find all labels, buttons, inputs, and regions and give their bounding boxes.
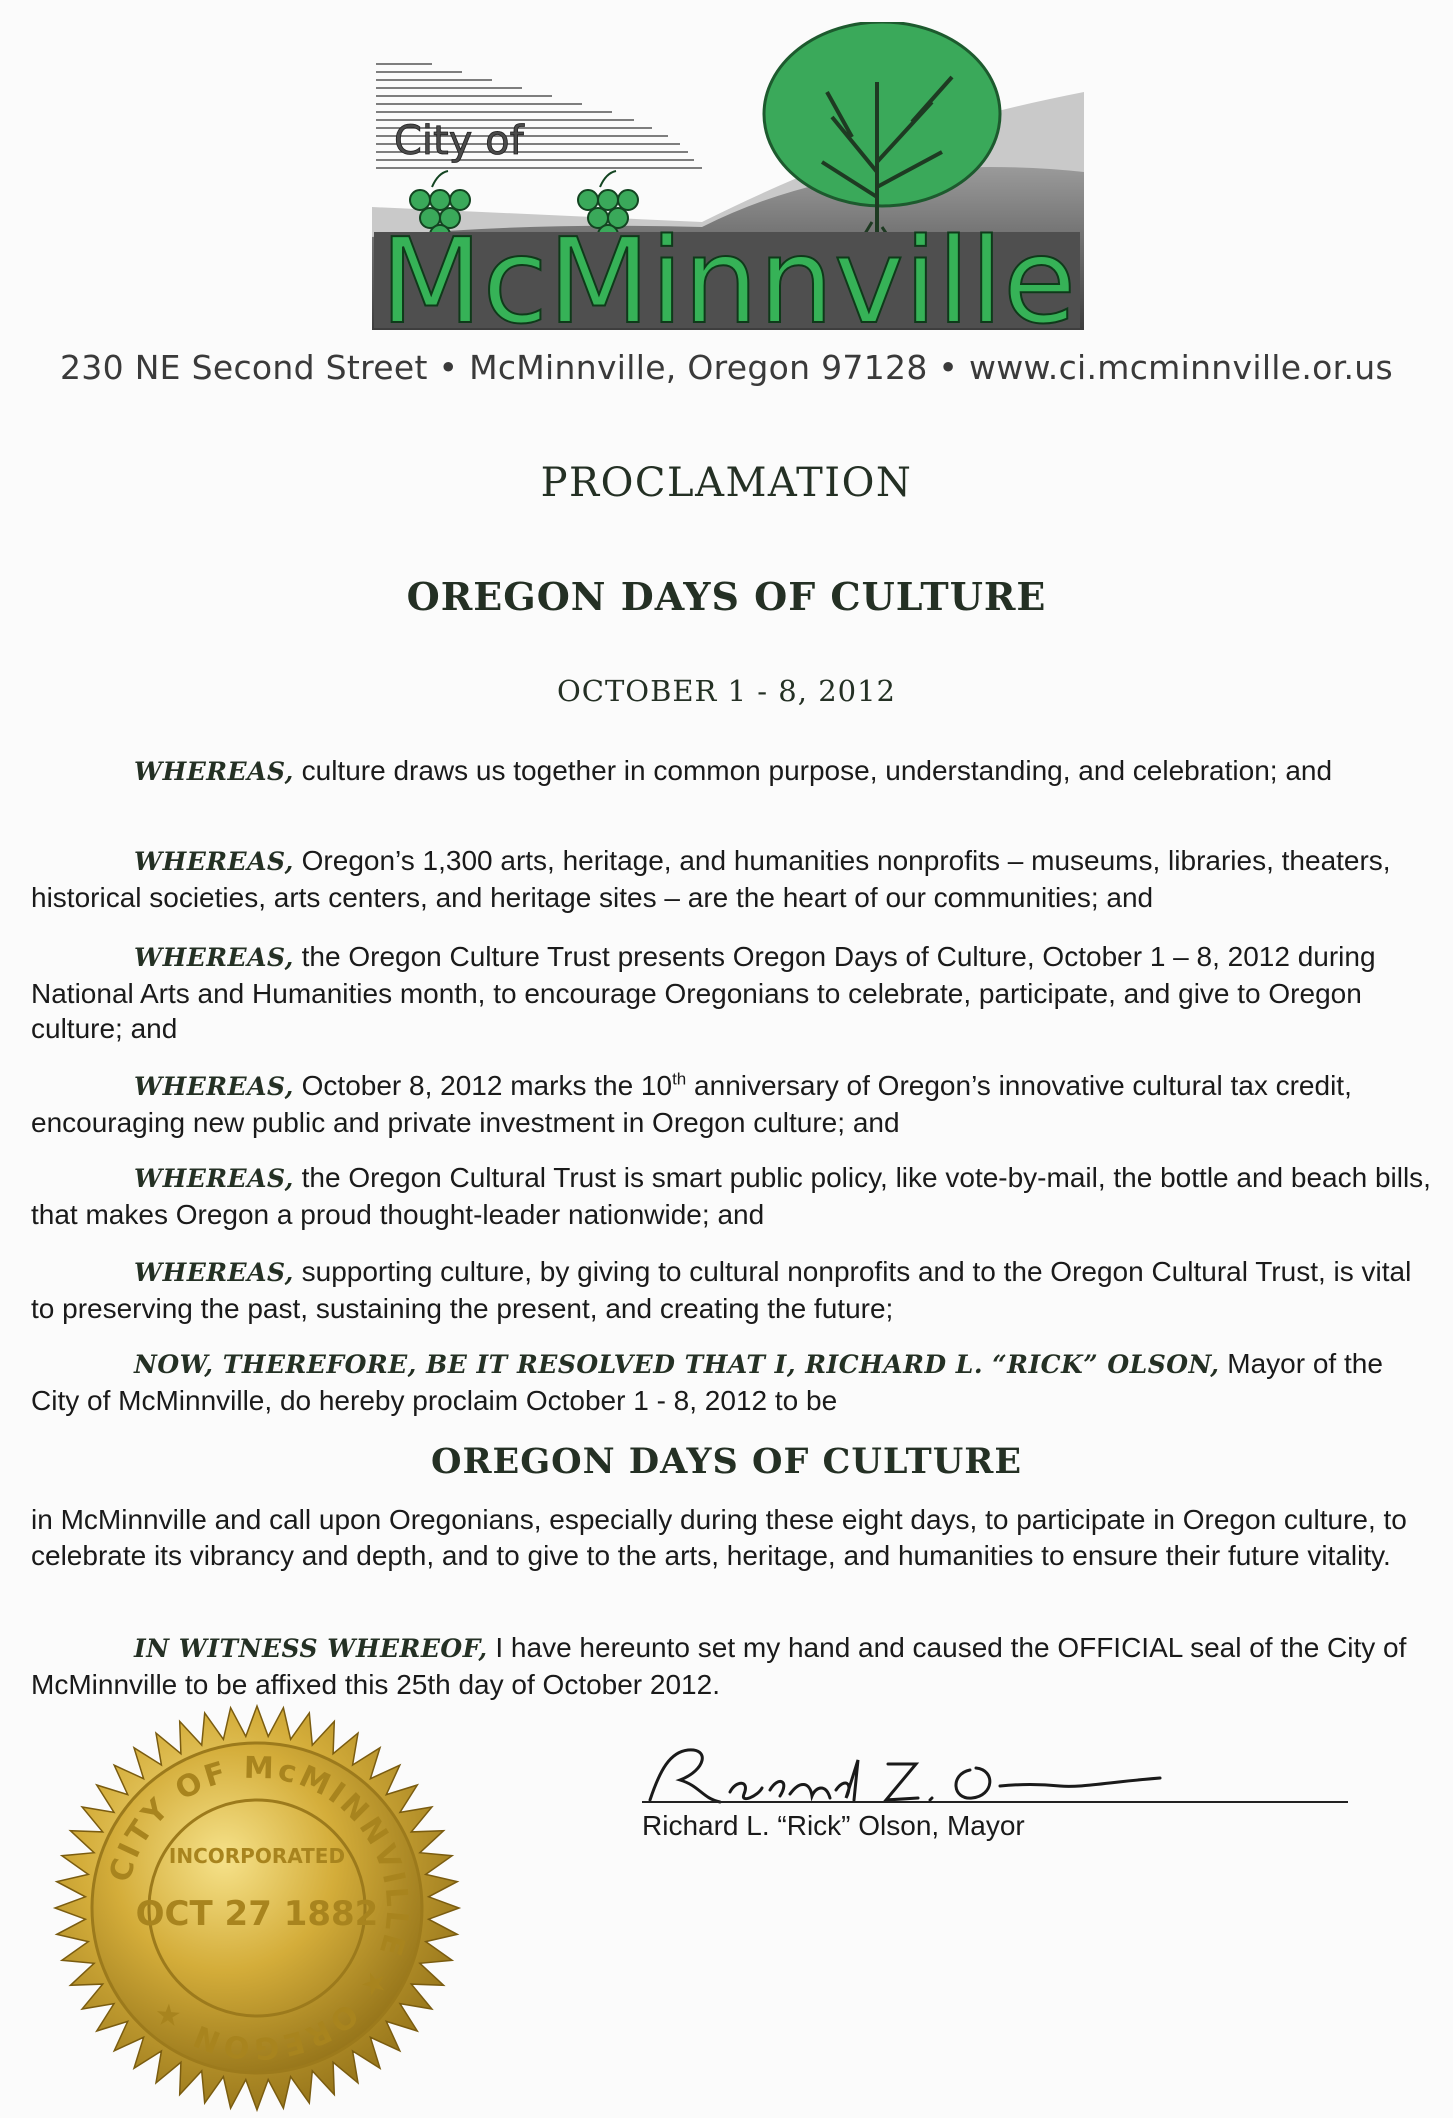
witness-paragraph: IN WITNESS WHEREOF, I have hereunto set my hand and caused the OFFICIAL seal of the City of McMinnville to be affixed this 25th day of October 2012. (31, 1632, 1407, 1700)
document-title: PROCLAMATION (540, 460, 913, 506)
whereas-paragraph: WHEREAS, the Oregon Cultural Trust is smart public policy, like vote-by-mail, the bottle and beach bills, that makes Oregon a proud thought-leader nationwide; and (31, 1162, 1431, 1230)
document-subject: OREGON DAYS OF CULTURE (406, 574, 1047, 619)
whereas-paragraph: WHEREAS, the Oregon Culture Trust presents Oregon Days of Culture, October 1 – 8, 2012 during National Arts and Humanities month, to encourage Oregonians to celebrate, participate, and give to Oregon culture; and (31, 941, 1376, 1044)
official-seal (52, 1703, 462, 2113)
logo-name: McMinnville (380, 212, 1076, 330)
letterhead-address: 230 NE Second Street • McMinnville, Oregon 97128 • www.ci.mcminnville.or.us (60, 348, 1393, 387)
svg-text:OCT 27 1882: OCT 27 1882 (135, 1894, 379, 1934)
whereas-paragraph: WHEREAS, Oregon’s 1,300 arts, heritage, and humanities nonprofits – museums, libraries, theaters, historical societies, arts centers, and heritage sites – are the heart of our communities; and (31, 845, 1391, 913)
signer-name: Richard L. “Rick” Olson, Mayor (642, 1810, 1025, 1841)
call-to-action-paragraph: in McMinnville and call upon Oregonians, especially during these eight days, to participate in Oregon culture, to celebrate its vibrancy and depth, and to give to the arts, heritage, and humanities to ensure their future vitality. (31, 1504, 1407, 1571)
whereas-paragraph: WHEREAS, culture draws us together in common purpose, understanding, and celebration; and (134, 755, 1333, 786)
svg-text:CITY OF McMINNVILLE ★ OREGON ★: CITY OF McMINNVILLE ★ OREGON ★ (102, 1750, 415, 2066)
whereas-paragraph: WHEREAS, October 8, 2012 marks the 10th anniversary of Oregon’s innovative cultural tax credit, encouraging new public and private investment in Oregon culture; and (31, 1069, 1352, 1138)
resolution-paragraph: NOW, THEREFORE, BE IT RESOLVED THAT I, RICHARD L. “RICK” OLSON, Mayor of the City of McMinnville, do hereby proclaim October 1 - 8, 2012 to be (31, 1348, 1383, 1416)
whereas-paragraph: WHEREAS, supporting culture, by giving to cultural nonprofits and to the Oregon Cultural Trust, is vital to preserving the past, sustaining the present, and creating the future; (31, 1256, 1412, 1324)
proclaimed-title: OREGON DAYS OF CULTURE (430, 1441, 1022, 1482)
logo-city-of: City of (394, 118, 524, 164)
city-logo (372, 22, 1084, 330)
document-dates: OCTOBER 1 - 8, 2012 (557, 674, 896, 708)
svg-text:INCORPORATED: INCORPORATED (168, 1844, 346, 1868)
signature-line (642, 1801, 1348, 1803)
